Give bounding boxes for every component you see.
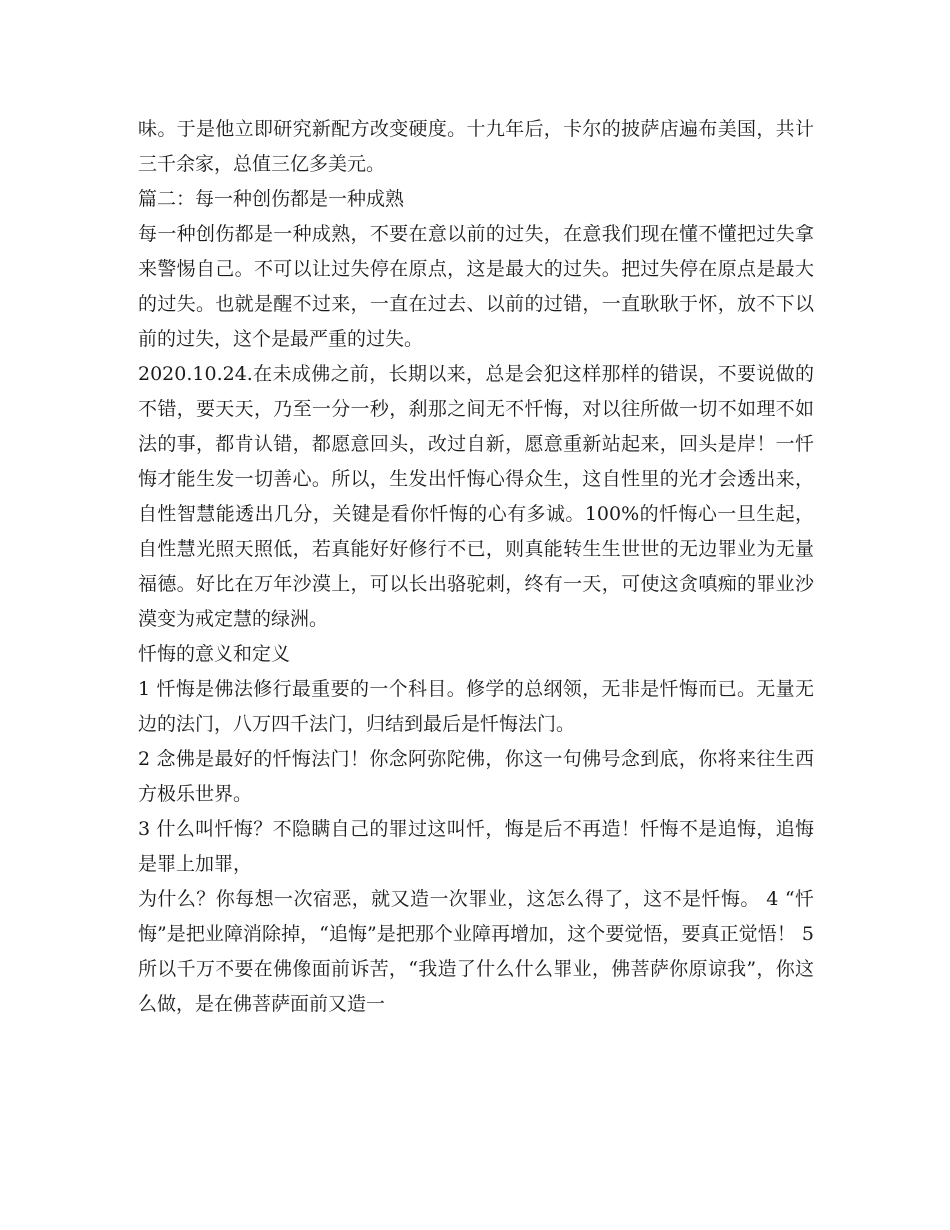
list-item-3: 3 什么叫忏悔？不隐瞒自己的罪过这叫忏，悔是后不再造！忏悔不是追悔，追悔是罪上加罪， xyxy=(138,818,814,875)
document-body xyxy=(138,112,814,1022)
list-item-4-5: 为什么？你每想一次宿恶，就又造一次罪业，这怎么得了，这不是忏悔。 4 “忏悔”是把业障消除掉，“追悔”是把那个业障再增加，这个要觉悟，要真正觉悟！ 5 所以千万不要在佛像面前诉苦，“我造了什么什么罪业，佛菩萨你原谅我”，你这么做，是在佛菩萨面前又造一 xyxy=(138,888,814,1015)
paragraph-2: 每一种创伤都是一种成熟，不要在意以前的过失，在意我们现在懂不懂把过失拿来警惕自己。不可以让过失停在原点，这是最大的过失。把过失停在原点是最大的过失。也就是醒不过来，一直在过去、以前的过错，一直耿耿于怀，放不下以前的过失，这个是最严重的过失。 xyxy=(138,223,814,350)
list-item-1: 1 忏悔是佛法修行最重要的一个科目。修学的总纲领，无非是忏悔而已。无量无边的法门，八万四千法门，归结到最后是忏悔法门。 xyxy=(138,678,814,735)
subheading: 忏悔的意义和定义 xyxy=(138,643,291,665)
paragraph-1: 味。于是他立即研究新配方改变硬度。十九年后，卡尔的披萨店遍布美国，共计三千余家，总值三亿多美元。 xyxy=(138,118,814,175)
list-item-2: 2 念佛是最好的忏悔法门！你念阿弥陀佛，你这一句佛号念到底，你将来往生西方极乐世界。 xyxy=(138,748,814,805)
paragraph-3: 2020.10.24.在未成佛之前，长期以来，总是会犯这样那样的错误，不要说做的不错，要天天，乃至一分一秒，刹那之间无不忏悔，对以往所做一切不如理不如法的事，都肯认错，都愿意回头，改过自新，愿意重新站起来，回头是岸！一忏悔才能生发一切善心。所以，生发出忏悔心得众生，这自性里的光才会透出来，自性智慧能透出几分，关键是看你忏悔的心有多诚。100%的忏悔心一旦生起，自性慧光照天照低，若真能好好修行不已，则真能转生生世世的无边罪业为无量福德。好比在万年沙漠上，可以长出骆驼刺，终有一天，可使这贪嗔痴的罪业沙漠变为戒定慧的绿洲。 xyxy=(138,363,814,630)
section-heading: 篇二：每一种创伤都是一种成熟 xyxy=(138,188,405,210)
